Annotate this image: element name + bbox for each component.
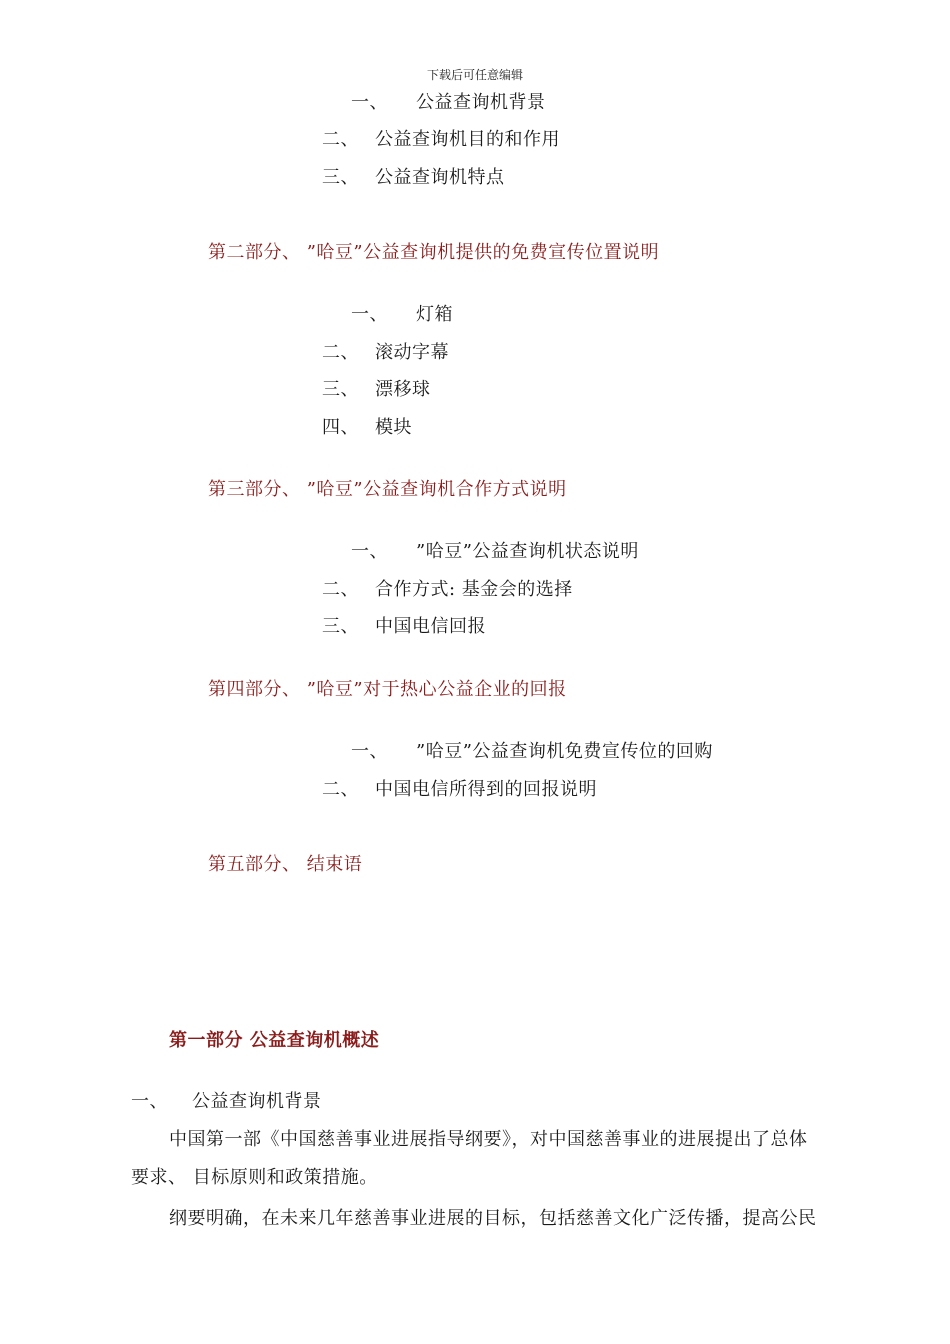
subheading [131,1087,322,1113]
subheading-text: 公益查询机背景 [192,1091,322,1112]
toc-item-num: 一、 [351,92,388,113]
paragraph-line: 要求、 目标原则和政策措施。 [131,1167,378,1188]
toc-item [322,575,573,601]
toc-item [351,88,546,114]
toc-item [351,300,453,326]
toc-item [322,375,431,401]
toc-part-heading: 第四部分、 ”哈豆”对于热心公益企业的回报 [208,679,567,700]
toc-item-text: 合作方式: 基金会的选择 [375,579,573,600]
toc-item-text: 公益查询机特点 [375,167,505,188]
toc-item-num: 二、 [322,129,359,150]
toc-item [322,612,486,638]
toc-item [351,537,639,563]
paragraph-line: 中国第一部《中国慈善事业进展指导纲要》，对中国慈善事业的进展提出了总体 [169,1129,808,1150]
section-title: 第一部分 公益查询机概述 [169,1030,380,1051]
toc-item-text: 模块 [375,417,412,438]
toc-part-heading: 第二部分、 ”哈豆”公益查询机提供的免费宣传位置说明 [208,242,660,263]
toc-item-text: 中国电信回报 [375,616,486,637]
toc-item-num: 二、 [322,579,359,600]
toc-item-num: 二、 [322,779,359,800]
toc-item-text: ”哈豆”公益查询机状态说明 [416,541,639,562]
toc-part-heading: 第五部分、 结束语 [208,854,363,875]
toc-item-num: 一、 [351,741,388,762]
toc-item-num: 四、 [322,417,359,438]
toc-item-text: 中国电信所得到的回报说明 [375,779,597,800]
toc-item-text: 灯箱 [416,304,453,325]
toc-item [322,338,449,364]
subheading-num: 一、 [131,1091,168,1112]
toc-item [351,737,713,763]
toc-item-num: 一、 [351,304,388,325]
toc-item [322,125,560,151]
toc-item-text: 漂移球 [375,379,431,400]
toc-item-num: 一、 [351,541,388,562]
toc-item-num: 三、 [322,379,359,400]
toc-item-num: 三、 [322,616,359,637]
toc-item-num: 三、 [322,167,359,188]
page-header: 下载后可任意编辑 [426,68,523,82]
toc-item-text: 公益查询机背景 [416,92,546,113]
toc-item-text: ”哈豆”公益查询机免费宣传位的回购 [416,741,713,762]
paragraph-line: 纲要明确，在未来几年慈善事业进展的目标，包括慈善文化广泛传播，提高公民 [169,1208,817,1229]
toc-item [322,163,505,189]
toc-item [322,413,412,439]
toc-item-text: 公益查询机目的和作用 [375,129,560,150]
toc-part-heading: 第三部分、 ”哈豆”公益查询机合作方式说明 [208,479,567,500]
toc-item [322,775,597,801]
toc-item-text: 滚动字幕 [375,342,449,363]
toc-item-num: 二、 [322,342,359,363]
